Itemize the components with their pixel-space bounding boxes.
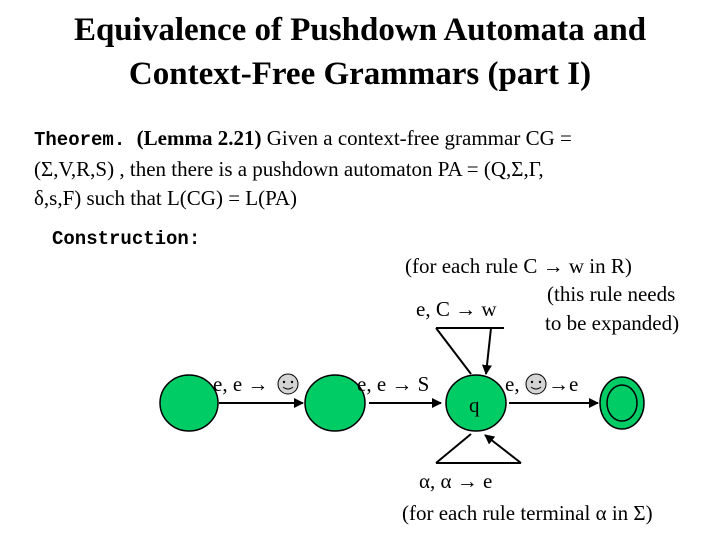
state-2 [305,375,365,431]
smiley-icon [526,374,546,394]
smiley-icon [278,374,298,394]
theorem-line-1-text: Given a context-free grammar CG = [261,126,572,150]
theorem-line-1: Theorem. (Lemma 2.21) Given a context-free grammar CG = [34,126,572,151]
loop-bottom-arrow [485,435,521,463]
state-q-label: q [469,393,480,417]
transition-label-3-suffix: →e [548,372,579,396]
theorem-line-3: δ,s,F) such that L(CG) = L(PA) [34,186,298,210]
transition-label-1: e, e → [213,372,269,396]
loop-top-left-line [436,328,471,374]
state-final-inner-ring [607,385,637,421]
title-line-2: Context-Free Grammars (part I) [128,56,592,92]
rule-note: (for each rule C → w in R) [405,254,632,278]
loop-top-arrow [486,328,491,374]
terminal-note: (for each rule terminal α in Σ) [402,501,653,525]
loop-bottom-left-line [436,434,471,463]
title-line-1: Equivalence of Pushdown Automata and [73,12,647,48]
transition-label-3-prefix: e, [505,372,520,396]
expand-note-line-2: to be expanded) [545,311,680,335]
theorem-line-2: (Σ,V,R,S) , then there is a pushdown automaton PA = (Q,Σ,Γ, [34,157,544,181]
expand-note-line-1: (this rule needs [547,282,676,306]
loop-top-label: e, C → w [416,297,497,321]
loop-bottom-label: α, α → e [419,469,493,493]
state-start [160,375,218,431]
construction-label: Construction: [52,228,201,250]
transition-label-2: e, e → S [357,372,430,396]
lemma-reference: (Lemma 2.21) [136,126,262,150]
theorem-keyword: Theorem [34,129,114,151]
